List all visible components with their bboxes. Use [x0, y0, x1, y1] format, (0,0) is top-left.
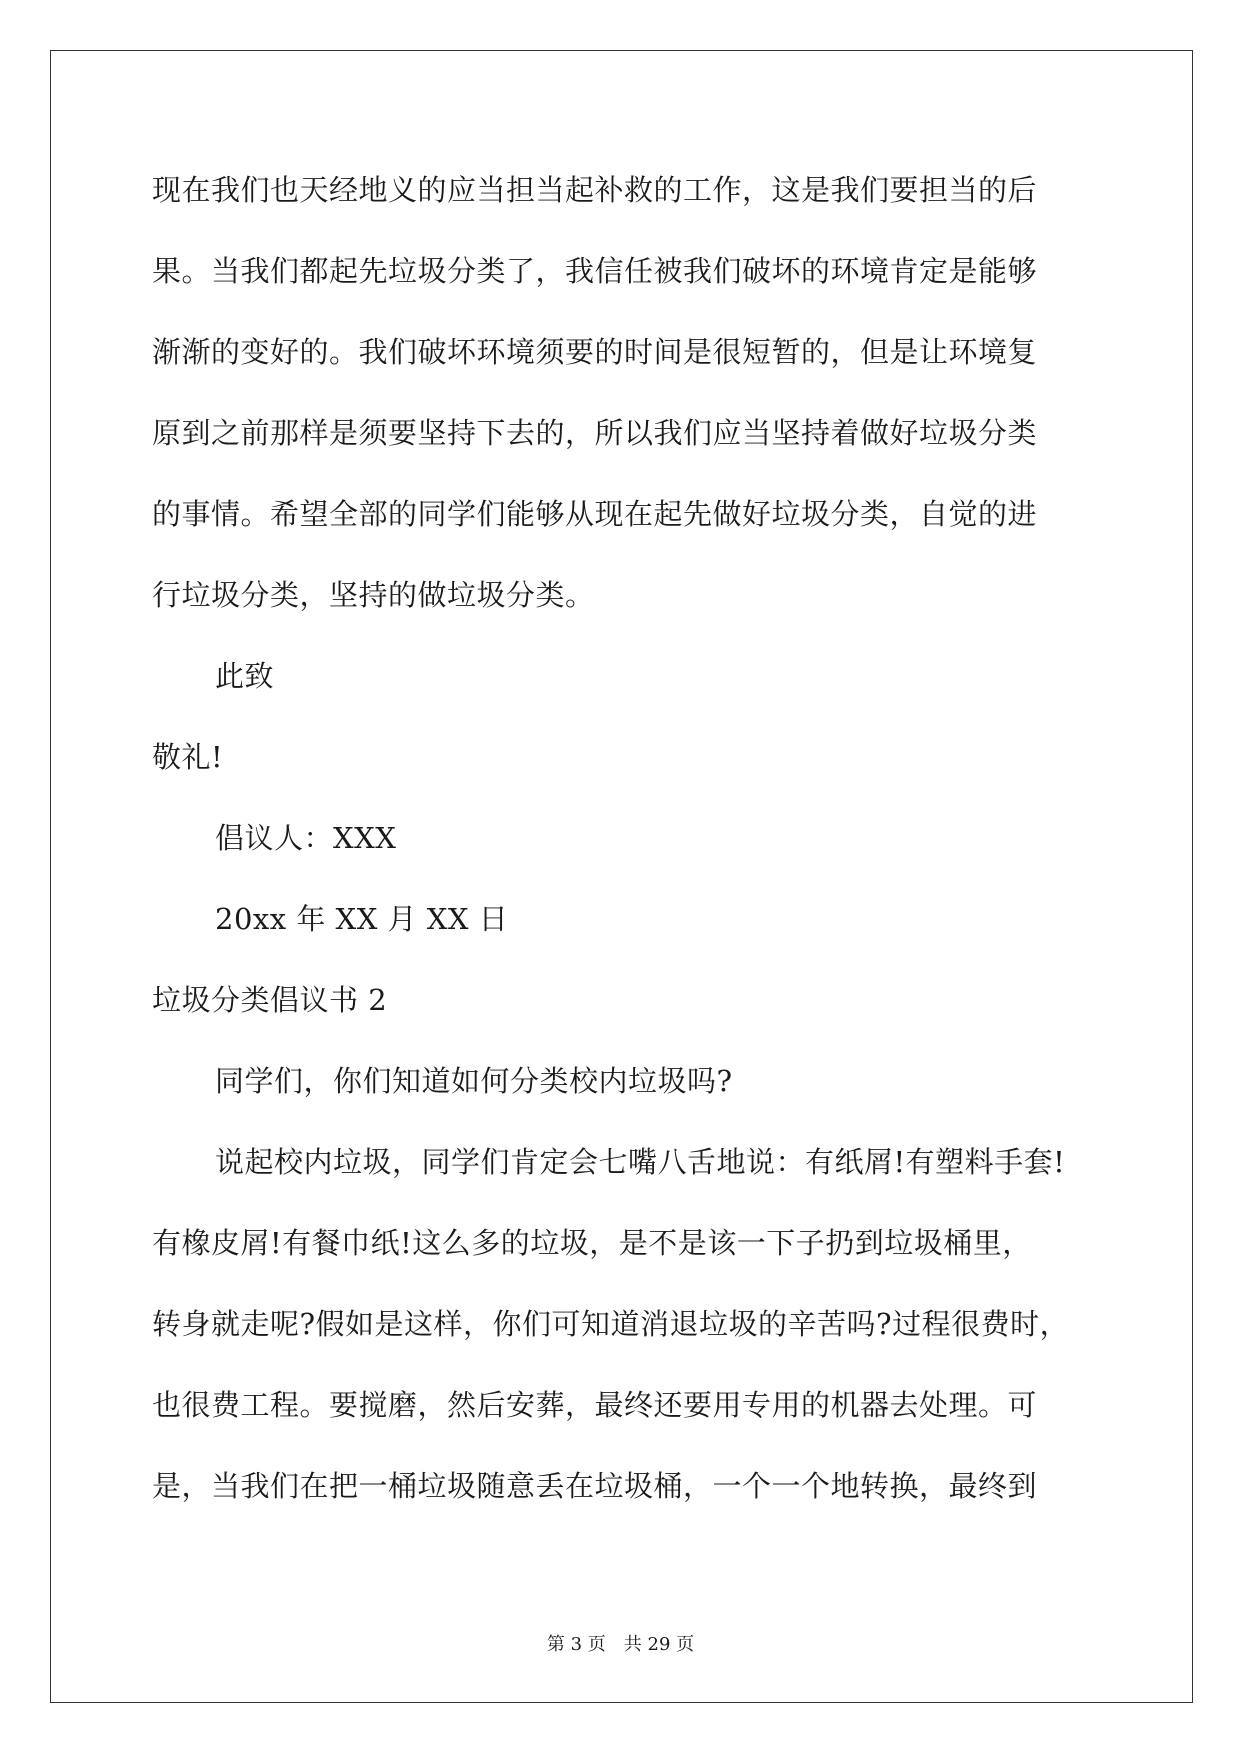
text-line: 有橡皮屑!有餐巾纸!这么多的垃圾，是不是该一下子扔到垃圾桶里，: [152, 1226, 1032, 1260]
section-heading: 垃圾分类倡议书 2: [152, 983, 388, 1017]
text-line: 行垃圾分类，坚持的做垃圾分类。: [152, 578, 595, 612]
text-line: 果。当我们都起先垃圾分类了，我信任被我们破坏的环境肯定是能够: [152, 254, 1038, 288]
date-line: 20xx 年 XX 月 XX 日: [215, 902, 509, 936]
page-number-footer: 第 3 页 共 29 页: [546, 1634, 695, 1655]
page-frame: [50, 50, 1193, 1703]
text-line: 同学们，你们知道如何分类校内垃圾吗?: [215, 1064, 733, 1098]
text-line: 也很费工程。要搅磨，然后安葬，最终还要用专用的机器去处理。可: [152, 1388, 1038, 1422]
text-line: 渐渐的变好的。我们破坏环境须要的时间是很短暂的，但是让环境复: [152, 335, 1038, 369]
text-line: 的事情。希望全部的同学们能够从现在起先做好垃圾分类，自觉的进: [152, 497, 1038, 531]
text-line: 现在我们也天经地义的应当担当起补救的工作，这是我们要担当的后: [152, 173, 1038, 207]
text-line: 原到之前那样是须要坚持下去的，所以我们应当坚持着做好垃圾分类: [152, 416, 1038, 450]
text-line: 说起校内垃圾，同学们肯定会七嘴八舌地说：有纸屑!有塑料手套!: [215, 1145, 1066, 1179]
proposer-line: 倡议人：XXX: [215, 821, 397, 855]
salutation-line: 敬礼!: [152, 740, 224, 774]
text-line: 转身就走呢?假如是这样，你们可知道消退垃圾的辛苦吗?过程很费时，: [152, 1307, 1070, 1341]
salutation-line: 此致: [215, 659, 275, 693]
text-line: 是，当我们在把一桶垃圾随意丢在垃圾桶，一个一个地转换，最终到: [152, 1469, 1038, 1503]
